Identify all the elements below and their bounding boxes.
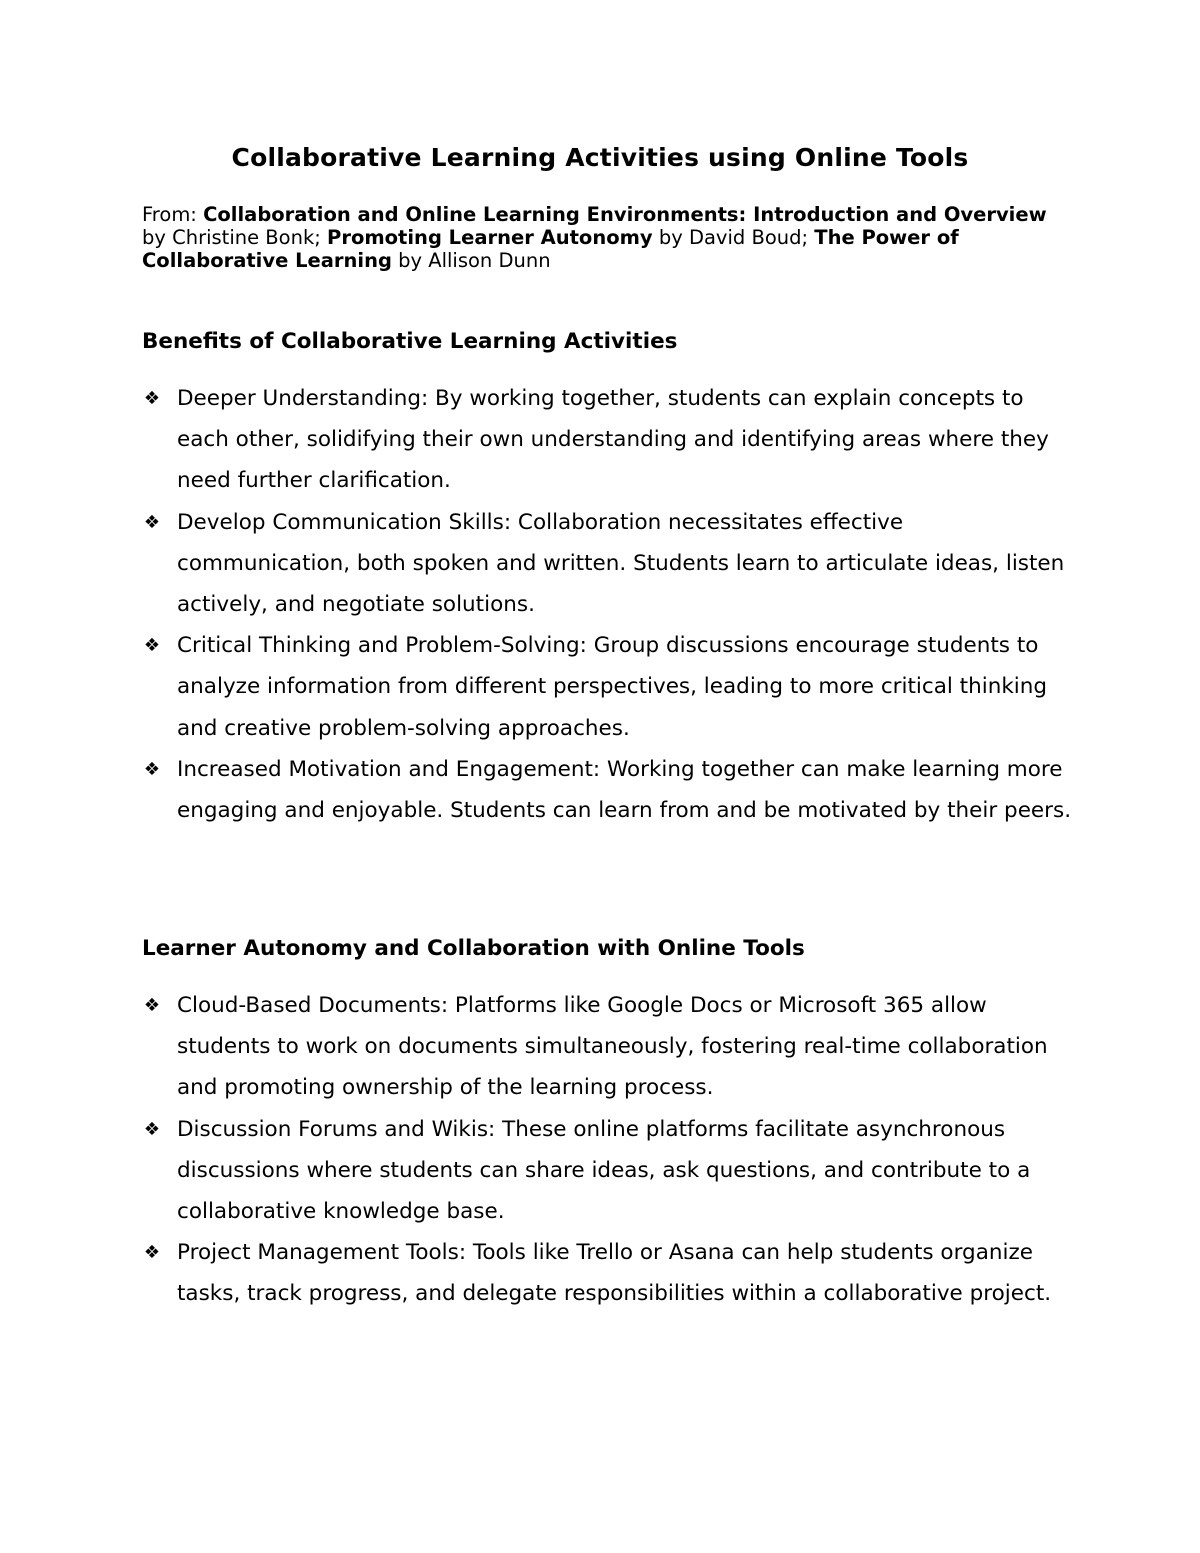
source-author-3: by Allison Dunn xyxy=(391,249,551,272)
source-citation xyxy=(142,203,1072,272)
list-item-text: Increased Motivation and Engagement: Working together can make learning more engaging and enjoyable. Students can learn from and be motivated by their peers. xyxy=(177,756,1072,824)
bullet-icon: ❖ xyxy=(143,758,161,780)
source-author-2: by David Boud; xyxy=(652,226,815,249)
online-tools-list xyxy=(142,985,1072,1315)
list-item-text: Deeper Understanding: By working together, students can explain concepts to each other, solidifying their own understanding and identifying areas where they need further clarification. xyxy=(177,386,1049,494)
bullet-icon: ❖ xyxy=(143,511,161,533)
list-item xyxy=(142,749,1072,831)
section-heading-online-tools: Learner Autonomy and Collaboration with Online Tools xyxy=(142,936,805,961)
bullet-icon: ❖ xyxy=(143,388,161,409)
bullet-icon: ❖ xyxy=(143,1118,161,1140)
list-item-text: Critical Thinking and Problem-Solving: Group discussions encourage students to analyze information from different perspectives, leading to more critical thinking and creative problem-solving approaches. xyxy=(177,633,1048,741)
bullet-icon: ❖ xyxy=(143,635,161,657)
list-item xyxy=(142,1232,1072,1314)
list-item xyxy=(142,625,1072,749)
list-item-text: Project Management Tools: Tools like Trello or Asana can help students organize tasks, track progress, and delegate responsibilities within a collaborative project. xyxy=(177,1240,1052,1307)
source-work-2: Promoting Learner Autonomy xyxy=(327,226,653,249)
bullet-icon: ❖ xyxy=(143,1242,161,1264)
source-author-1: by Christine Bonk; xyxy=(142,226,328,249)
source-work-1: Collaboration and Online Learning Environments: Introduction and Overview xyxy=(203,203,1047,226)
list-item xyxy=(142,985,1072,1109)
benefits-list xyxy=(142,378,1072,831)
bullet-icon: ❖ xyxy=(143,995,161,1016)
document-title: Collaborative Learning Activities using Online Tools xyxy=(231,143,969,172)
from-label: From: xyxy=(142,203,204,226)
list-item-text: Develop Communication Skills: Collaboration necessitates effective communication, both spoken and written. Students learn to articulate ideas, listen actively, and negotiate solutions. xyxy=(177,509,1065,618)
list-item xyxy=(142,378,1072,502)
list-item-text: Cloud-Based Documents: Platforms like Google Docs or Microsoft 365 allow students to work on documents simultaneously, fostering real-time collaboration and promoting ownership of the learning process. xyxy=(177,993,1048,1101)
list-item-text: Discussion Forums and Wikis: These online platforms facilitate asynchronous discussions where students can share ideas, ask questions, and contribute to a collaborative knowledge base. xyxy=(177,1116,1031,1225)
source-work-3: The Power of Collaborative Learning xyxy=(142,226,959,272)
list-item xyxy=(142,502,1072,626)
section-heading-benefits: Benefits of Collaborative Learning Activities xyxy=(142,329,678,354)
list-item xyxy=(142,1109,1072,1233)
